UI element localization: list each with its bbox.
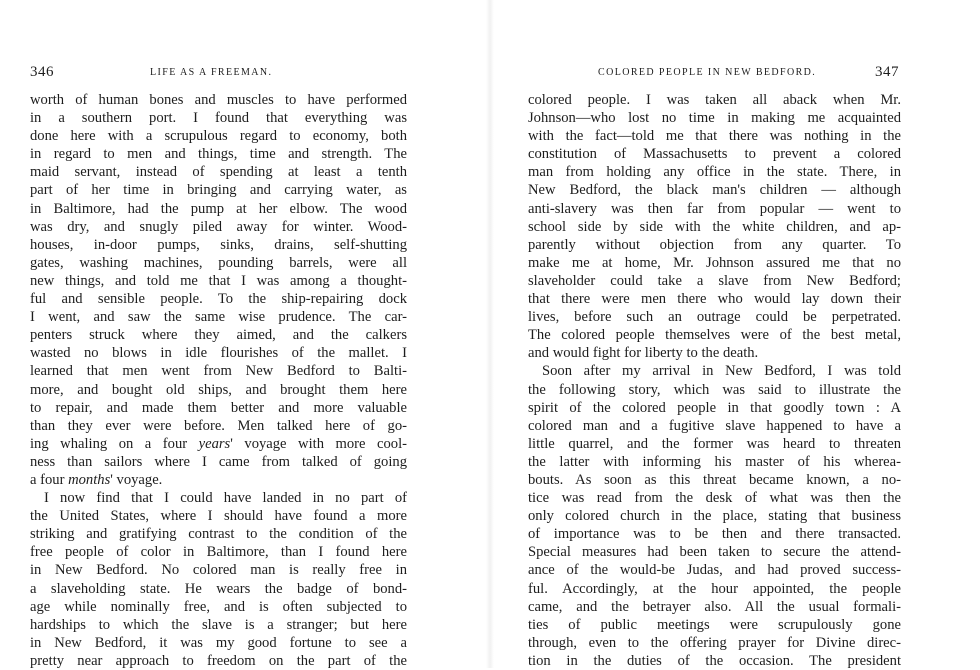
text-line: pretty near approach to freedom on the part of the	[30, 652, 407, 669]
text-line: in a southern port. I found that everything was	[30, 110, 407, 127]
text-line: new things, and told me that I was among a thought-	[30, 272, 407, 289]
text-line: ness than sailors where I came from talked of going	[30, 453, 407, 470]
text-line: in Baltimore, had the pump at her elbow. The wood	[30, 200, 407, 217]
right-page-header	[490, 64, 980, 82]
text-line: ties of public meetings were scrupulously gone	[528, 616, 901, 633]
text-line: New Bedford, the black man's children — although	[528, 182, 901, 199]
text-line: through, even to the offering prayer for Divine direc-	[528, 634, 901, 651]
page-number: 346	[30, 64, 54, 80]
text-line: The colored people themselves were of the best metal,	[528, 327, 901, 344]
text-line: anti-slavery was then far from popular — went to	[528, 200, 901, 217]
text-line: worth of human bones and muscles to have performed	[30, 92, 407, 108]
left-page-header	[0, 64, 490, 82]
text-line: penters struck where they aimed, and the calkers	[30, 327, 407, 344]
text-line: a four months' voyage.	[30, 471, 163, 488]
text-line: tion in the duties of the occasion. The president	[528, 652, 901, 669]
text-line: Soon after my arrival in New Bedford, I was told	[542, 363, 901, 380]
text-line: Johnson—who lost no time in making me acquainted	[528, 110, 901, 127]
text-line: tice was read from the desk of what was then the	[528, 490, 901, 507]
text-line: age while nominally free, and is often subjected to	[30, 598, 407, 615]
text-line: the latter with informing his master of his wherea-	[528, 453, 901, 470]
text-line: man from holding any office in the state. There, in	[528, 164, 901, 181]
text-line: ance of the would-be Judas, and had proved success-	[528, 562, 901, 579]
text-line: make me at home, Mr. Johnson assured me that no	[528, 254, 901, 271]
text-line: more, and bought old ships, and brought them here	[30, 381, 407, 398]
text-line: ful and sensible people. To the ship-repairing dock	[30, 291, 407, 308]
text-line: spirit of the colored people in that goodly town : A	[528, 399, 901, 416]
right-page-body	[528, 91, 901, 670]
text-line: in New Bedford. No colored man is really free in	[30, 562, 407, 579]
text-line: done here with a scrupulous regard to economy, both	[30, 128, 407, 145]
text-line: bouts. As soon as this threat became known, a no-	[528, 471, 901, 488]
text-line: school side by side with the white children, and ap-	[528, 218, 901, 235]
text-line: I went, and saw the same wise prudence. The car-	[30, 309, 407, 326]
page-number: 347	[875, 64, 899, 80]
running-head: COLORED PEOPLE IN NEW BEDFORD.	[598, 67, 817, 78]
text-line: than they ever were before. Men talked here of go-	[30, 417, 407, 434]
text-line: to repair, and made them better and more valuable	[30, 399, 407, 416]
left-page-body	[30, 91, 407, 670]
running-head: LIFE AS A FREEMAN.	[150, 67, 273, 78]
text-line: ful. Accordingly, at the hour appointed, the people	[528, 580, 901, 597]
text-line: slaveholder could take a slave from New Bedford;	[528, 272, 901, 289]
text-line: striking and gratifying contrast to the condition of the	[30, 526, 407, 543]
text-line: came, and the betrayer also. All the usual formali-	[528, 598, 901, 615]
text-line: a slaveholding state. He wears the badge of bond-	[30, 580, 407, 597]
text-line: little quarrel, and the former was heard to threaten	[528, 435, 901, 452]
text-line: houses, in-door pumps, sinks, drains, self-shutting	[30, 236, 407, 253]
text-line: free people of color in Baltimore, than I found here	[30, 544, 407, 561]
text-line: of importance was to be then and there transacted.	[528, 526, 901, 543]
text-line: parently without objection from any quarter. To	[528, 236, 901, 253]
text-line: gates, washing machines, pounding barrels, were all	[30, 254, 407, 271]
text-line: with the fact—told me that there was nothing in the	[528, 128, 901, 145]
text-line: was dry, and snugly piled away for winter. Wood-	[30, 218, 407, 235]
text-line: the United States, where I should have found a more	[30, 508, 407, 525]
text-line: constitution of Massachusetts to prevent a colored	[528, 146, 901, 163]
text-line: wasted no blows in idle flourishes of the mallet. I	[30, 345, 407, 362]
text-line: in regard to men and things, time and strength. The	[30, 146, 407, 163]
text-line: learned that men went from New Bedford to Balti-	[30, 363, 407, 380]
right-page	[490, 0, 980, 668]
text-line: Special measures had been taken to secure the attend-	[528, 544, 901, 561]
text-line: and would fight for liberty to the death.	[528, 345, 759, 362]
text-line: colored man and a fugitive slave happened to have a	[528, 417, 901, 434]
text-line: colored people. I was taken all aback when Mr.	[528, 92, 901, 108]
text-line: ing whaling on a four years' voyage with more cool-	[30, 435, 407, 452]
text-line: only colored church in the place, stating that business	[528, 508, 901, 525]
text-line: I now find that I could have landed in no part of	[44, 490, 407, 507]
text-line: hardships to which the slave is a stranger; but here	[30, 616, 407, 633]
left-page	[0, 0, 490, 668]
text-line: in New Bedford, it was my good fortune to see a	[30, 634, 407, 651]
text-line: maid servant, instead of spending at least a tenth	[30, 164, 407, 181]
text-line: part of her time in bringing and carrying water, as	[30, 182, 407, 199]
text-line: the following story, which was said to illustrate the	[528, 381, 901, 398]
text-line: that there were men there who would lay down their	[528, 291, 901, 308]
text-line: lives, before such an outrage could be perpetrated.	[528, 309, 901, 326]
